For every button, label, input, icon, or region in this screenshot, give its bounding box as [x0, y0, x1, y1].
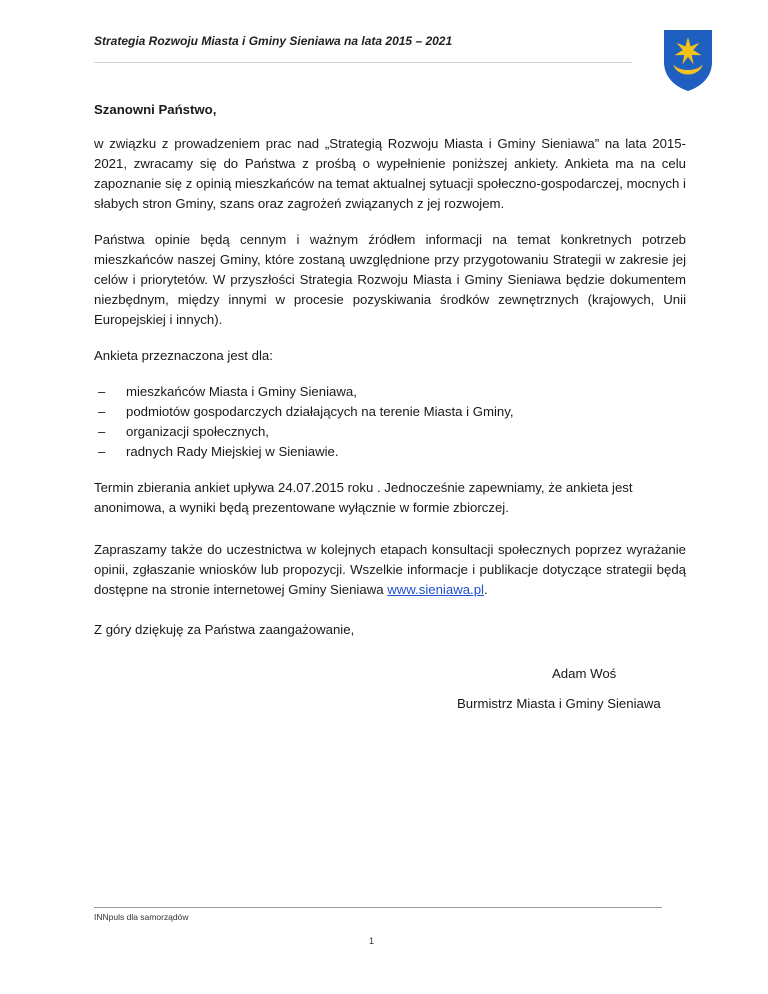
footer-text: INNpuls dla samorządów — [94, 912, 189, 922]
dash-bullet: – — [98, 424, 106, 439]
website-link[interactable]: www.sieniawa.pl — [387, 582, 484, 597]
signature-name: Adam Woś — [552, 666, 617, 681]
signature-role: Burmistrz Miasta i Gminy Sieniawa — [457, 696, 661, 711]
dash-bullet: – — [98, 444, 106, 459]
list-item: – mieszkańców Miasta i Gminy Sieniawa, — [94, 382, 686, 402]
list-item: – radnych Rady Miejskiej w Sieniawie. — [94, 442, 686, 462]
audience-intro: Ankieta przeznaczona jest dla: — [94, 348, 273, 363]
dash-bullet: – — [98, 384, 106, 399]
intro-paragraph: w związku z prowadzeniem prac nad „Strategią Rozwoju Miasta i Gminy Sieniawa” na lata 2015-2021, zwracamy się do Państwa z prośbą o wypełnienie poniższej ankiety. Ankieta ma na celu zapoznanie się z opinią mieszkańców na temat aktualnej sytuacji społeczno-gospodarczej, mocnych i słabych stron Gminy, szans oraz zagrożeń związanych z jej rozwojem. — [94, 136, 686, 211]
audience-list — [94, 382, 686, 462]
invitation-paragraph: Zapraszamy także do uczestnictwa w kolejnych etapach konsultacji społecznych poprzez wyrażanie opinii, zgłaszanie wniosków lub propozycji. Wszelkie informacje i publikacje dotyczące strategii będą dostępne na stronie internetowej Gminy Sieniawa www.sieniawa.pl. — [94, 542, 686, 597]
footer-divider — [94, 907, 662, 908]
header-divider — [94, 62, 632, 63]
list-item: – organizacji społecznych, — [94, 422, 686, 442]
coat-of-arms-icon — [662, 28, 714, 92]
letter-body — [94, 100, 686, 656]
greeting: Szanowni Państwo, — [94, 102, 217, 117]
list-item: – podmiotów gospodarczych działających na terenie Miasta i Gminy, — [94, 402, 686, 422]
opinions-paragraph: Państwa opinie będą cennym i ważnym źródłem informacji na temat konkretnych potrzeb mieszkańców naszej Gminy, które zostaną uwzględnione przy przygotowaniu Strategii w zakresie jej celów i priorytetów. W przyszłości Strategia Rozwoju Miasta i Gminy Sieniawa będzie dokumentem niezbędnym, między innymi w procesie pozyskiwania środków zewnętrznych (krajowych, Unii Europejskiej i innych). — [94, 232, 686, 327]
page-number: 1 — [369, 936, 375, 946]
deadline-paragraph: Termin zbierania ankiet upływa 24.07.2015 roku . Jednocześnie zapewniamy, że ankieta jest anonimowa, a wyniki będą prezentowane wyłącznie w formie zbiorczej. — [94, 480, 633, 515]
thanks-line: Z góry dziękuję za Państwa zaangażowanie, — [94, 622, 355, 637]
document-header-title: Strategia Rozwoju Miasta i Gminy Sieniawa na lata 2015 – 2021 — [94, 34, 453, 48]
dash-bullet: – — [98, 404, 106, 419]
